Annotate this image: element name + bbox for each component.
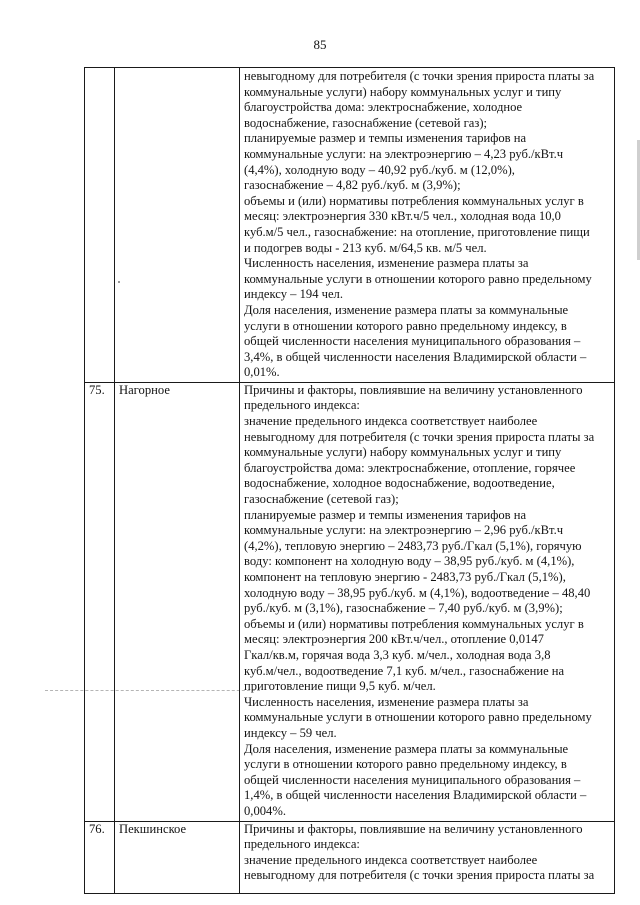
description-line: 0,004%.	[244, 803, 286, 818]
row-number	[85, 68, 115, 383]
index-description	[240, 382, 615, 821]
description-line: воду: компонент на холодную воду – 38,95 руб./куб. м (4,1%),	[244, 554, 575, 569]
description-line: коммунальные услуги) набору коммунальных услуг и типу	[244, 445, 562, 460]
description-line: услуги в отношении которого равно предельному индексу, в	[244, 757, 567, 772]
description-line: Гкал/кв.м, горячая вода 3,3 куб. м/чел., холодная вода 3,8	[244, 647, 551, 662]
description-line: невыгодному для потребителя (с точки зрения прироста платы за	[244, 868, 595, 883]
description-line: и подогрев воды - 213 куб. м/64,5 кв. м/5 чел.	[244, 240, 487, 255]
table-row	[85, 821, 615, 893]
description-line: предельного индекса:	[244, 398, 360, 413]
description-line: благоустройства дома: электроснабжение, холодное	[244, 100, 523, 115]
description-line: невыгодному для потребителя (с точки зрения прироста платы за	[244, 69, 595, 83]
tariff-index-table	[84, 67, 615, 894]
table-row	[85, 68, 615, 383]
description-line: общей численности населения муниципального образования –	[244, 772, 581, 787]
description-line: коммунальные услуги в отношении которого равно предельному	[244, 271, 592, 286]
description-line: объемы и (или) нормативы потребления коммунальных услуг в	[244, 616, 584, 631]
description-line: услуги в отношении которого равно предельному индексу, в	[244, 318, 567, 333]
description-line: газоснабжение (сетевой газ);	[244, 492, 399, 507]
description-line: куб.м/5 чел., газоснабжение: на отопление, приготовление пищи	[244, 224, 590, 239]
description-line: Причины и факторы, повлиявшие на величину установленного	[244, 382, 583, 397]
description-line: невыгодному для потребителя (с точки зрения прироста платы за	[244, 429, 595, 444]
description-line: месяц: электроэнергия 330 кВт.ч/5 чел., холодная вода 10,0	[244, 209, 561, 224]
description-line: месяц: электроэнергия 200 кВт.ч/чел., отопление 0,0147	[244, 632, 544, 647]
description-line: руб./куб. м (3,1%), газоснабжение – 7,40 руб./куб. м (3,9%);	[244, 601, 563, 616]
description-line: Доля населения, изменение размера платы за коммунальные	[244, 741, 569, 756]
row-number: 76.	[85, 821, 115, 893]
description-line: планируемые размер и темпы изменения тарифов на	[244, 507, 527, 522]
description-line: Численность населения, изменение размера платы за	[244, 256, 529, 271]
description-line: коммунальные услуги) набору коммунальных услуг и типу	[244, 84, 562, 99]
description-line: водоснабжение, газоснабжение (сетевой газ);	[244, 115, 488, 130]
municipality-name: Пекшинское	[115, 821, 240, 893]
index-description	[240, 821, 615, 893]
description-line: общей численности населения муниципального образования –	[244, 334, 581, 349]
description-line: значение предельного индекса соответствует наиболее	[244, 414, 538, 429]
description-line: коммунальные услуги в отношении которого равно предельному	[244, 710, 592, 725]
description-line: 3,4%, в общей численности населения Владимирской области –	[244, 349, 587, 364]
description-line: водоснабжение, холодное водоснабжение, водоотведение,	[244, 476, 555, 491]
page-number: 85	[313, 37, 327, 52]
table-body	[85, 68, 615, 894]
description-line: значение предельного индекса соответствует наиболее	[244, 852, 538, 867]
municipality-name	[115, 68, 240, 383]
description-line: холодную воду – 38,95 руб./куб. м (4,1%), водоотведение – 48,40	[244, 585, 591, 600]
description-line: объемы и (или) нормативы потребления коммунальных услуг в	[244, 193, 584, 208]
description-line: коммунальные услуги: на электроэнергию – 2,96 руб./кВт.ч	[244, 523, 564, 538]
description-line: индексу – 59 чел.	[244, 725, 337, 740]
description-line: Доля населения, изменение размера платы за коммунальные	[244, 302, 569, 317]
description-line: Численность населения, изменение размера платы за	[244, 694, 529, 709]
description-line: Причины и факторы, повлиявшие на величину установленного	[244, 821, 583, 836]
description-line: куб.м/чел., водоотведение 7,1 куб. м/чел., газоснабжение на	[244, 663, 565, 678]
table-row	[85, 382, 615, 821]
description-line: (4,4%), холодную воду – 40,92 руб./куб. м (12,0%),	[244, 162, 515, 177]
description-line: коммунальные услуги: на электроэнергию – 4,23 руб./кВт.ч	[244, 146, 564, 161]
description-line: приготовление пищи 9,5 куб. м/чел.	[244, 679, 436, 694]
description-line: 1,4%, в общей численности населения Владимирской области –	[244, 788, 587, 803]
row-number: 75.	[85, 382, 115, 821]
description-line: (4,2%), тепловую энергию – 2483,73 руб./Гкал (5,1%), горячую	[244, 538, 582, 553]
description-line: планируемые размер и темпы изменения тарифов на	[244, 131, 527, 146]
description-line: предельного индекса:	[244, 837, 360, 852]
description-line: благоустройства дома: электроснабжение, отопление, горячее	[244, 460, 576, 475]
municipality-name: Нагорное	[115, 382, 240, 821]
description-line: газоснабжение – 4,82 руб./куб. м (3,9%);	[244, 178, 461, 193]
description-line: индексу – 194 чел.	[244, 287, 343, 302]
description-line: компонент на тепловую энергию - 2483,73 руб./Гкал (5,1%),	[244, 570, 566, 584]
index-description	[240, 68, 615, 383]
description-line: 0,01%.	[244, 365, 280, 380]
